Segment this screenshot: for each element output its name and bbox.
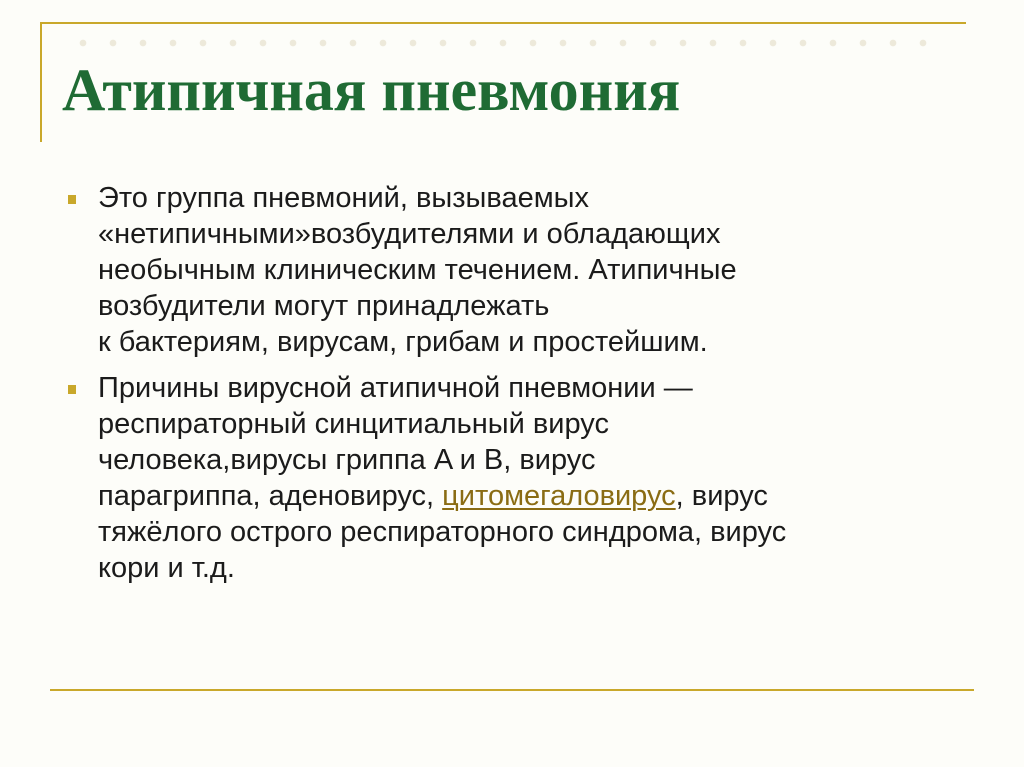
decorative-dot-row xyxy=(68,38,948,48)
bullet-item-definition xyxy=(68,180,988,360)
square-bullet-icon xyxy=(68,385,76,394)
link-line-prefix: парагриппа, аденовирус, xyxy=(98,480,443,512)
bullet-text-line: кори и т.д. xyxy=(98,552,235,584)
square-bullet-icon xyxy=(68,195,76,204)
bullet-text-line: к бактериям, вирусам, грибам и простейшим. xyxy=(98,326,708,358)
bullet-text-line-with-link xyxy=(98,478,988,514)
bullet-text-line: тяжёлого острого респираторного синдрома, вирус xyxy=(98,516,787,548)
frame-left-line xyxy=(40,22,42,142)
frame-top-line xyxy=(40,22,966,24)
slide-title: Атипичная пневмония xyxy=(62,57,681,123)
link-line-suffix: , вирус xyxy=(675,480,768,512)
bullet-text-line: «нетипичными»возбудителями и обладающих xyxy=(98,218,721,250)
bullet-text-line: Это группа пневмоний, вызываемых xyxy=(98,182,589,214)
bullet-item-causes xyxy=(68,370,988,586)
slide-body xyxy=(68,180,988,596)
bullet-text-line: необычным клиническим течением. Атипичные xyxy=(98,254,737,286)
bullet-text-line: респираторный синцитиальный вирус xyxy=(98,408,609,440)
bullet-text-line: человека,вирусы гриппа A и B, вирус xyxy=(98,444,596,476)
bullet-text-line: Причины вирусной атипичной пневмонии — xyxy=(98,372,693,404)
cytomegalovirus-link[interactable]: цитомегаловирус xyxy=(442,480,676,512)
bottom-divider xyxy=(50,689,974,691)
bullet-text-line: возбудители могут принадлежать xyxy=(98,290,550,322)
